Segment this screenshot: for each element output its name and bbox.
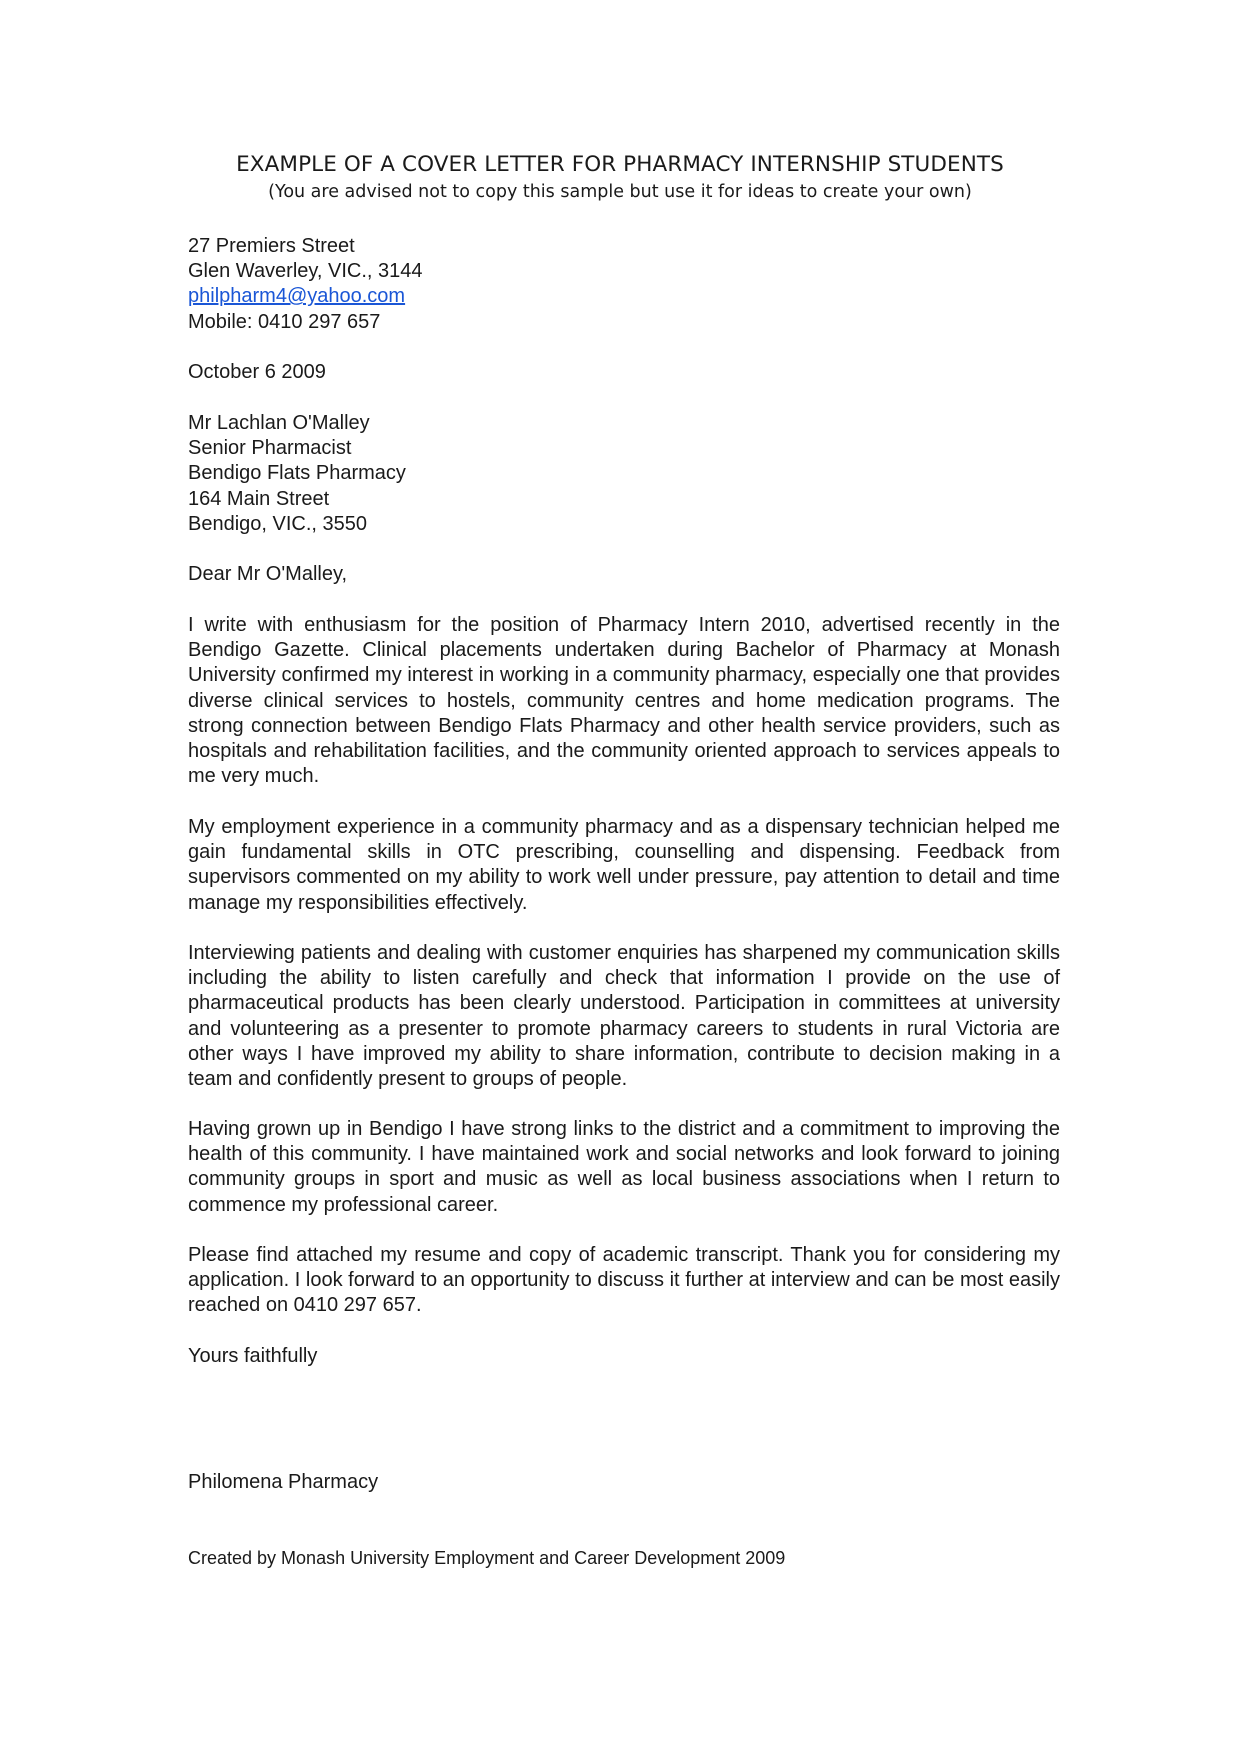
paragraph-text: Interviewing patients and dealing with customer enquiries has sharpened my communication skills including the ability to listen carefully and check that information I provide on the use of pharmaceutical products has been clearly understood. Participation in committees at university and volunteering as a presenter to promote pharmacy careers to students in rural Victoria are other ways I have improved my ability to share information, contribute to decision making in a team and confidently present to groups of people.	[188, 942, 1060, 1091]
salutation: Dear Mr O'Malley,	[188, 563, 348, 585]
sender-email-link[interactable]: philpharm4@yahoo.com	[188, 285, 406, 308]
body-paragraph-5	[188, 1243, 1060, 1319]
sender-suburb: Glen Waverley, VIC., 3144	[188, 260, 423, 283]
body-paragraph-2	[188, 815, 1060, 916]
recipient-name: Mr Lachlan O'Malley	[188, 412, 370, 434]
recipient-address	[188, 411, 1060, 537]
recipient-company: Bendigo Flats Pharmacy	[188, 462, 406, 485]
recipient-street: 164 Main Street	[188, 487, 330, 510]
paragraph-text: I write with enthusiasm for the position of Pharmacy Intern 2010, advertised recently in the Bendigo Gazette. Clinical placements undertaken during Bachelor of Pharmacy at Monash University confirmed my interest in working in a community pharmacy, especially one that provides diverse clinical services to hostels, community centres and home medication programs. The strong connection between Bendigo Flats Pharmacy and other health service providers, such as hospitals and rehabilitation facilities, and the community oriented approach to services appeals to me very much.	[188, 614, 1060, 788]
document-subtitle: (You are advised not to copy this sample but use it for ideas to create your own)	[268, 182, 972, 202]
closing: Yours faithfully	[188, 1345, 318, 1367]
footer-note: Created by Monash University Employment and Career Development 2009	[188, 1548, 786, 1568]
signature-name: Philomena Pharmacy	[188, 1471, 379, 1493]
sender-mobile: Mobile: 0410 297 657	[188, 310, 381, 333]
body-paragraph-3	[188, 941, 1060, 1092]
paragraph-text: My employment experience in a community pharmacy and as a dispensary technician helped me gain fundamental skills in OTC prescribing, counselling and dispensing. Feedback from supervisors commented on my ability to work well under pressure, pay attention to detail and time manage my responsibilities effectively.	[188, 816, 1060, 914]
document-title: EXAMPLE OF A COVER LETTER FOR PHARMACY INTERNSHIP STUDENTS	[236, 152, 1004, 177]
paragraph-text: Please find attached my resume and copy of academic transcript. Thank you for considering my application. I look forward to an opportunity to discuss it further at interview and can be most easily reached on 0410 297 657.	[188, 1244, 1060, 1317]
sender-address	[188, 234, 1060, 335]
recipient-suburb: Bendigo, VIC., 3550	[188, 512, 368, 535]
recipient-position: Senior Pharmacist	[188, 437, 352, 460]
letter-date: October 6 2009	[188, 361, 326, 383]
paragraph-text: Having grown up in Bendigo I have strong links to the district and a commitment to improving the health of this community. I have maintained work and social networks and look forward to joining community groups in sport and music as well as local business associations when I return to commence my professional career.	[188, 1118, 1060, 1216]
body-paragraph-1	[188, 613, 1060, 789]
sender-street: 27 Premiers Street	[188, 235, 355, 257]
body-paragraph-4	[188, 1117, 1060, 1218]
